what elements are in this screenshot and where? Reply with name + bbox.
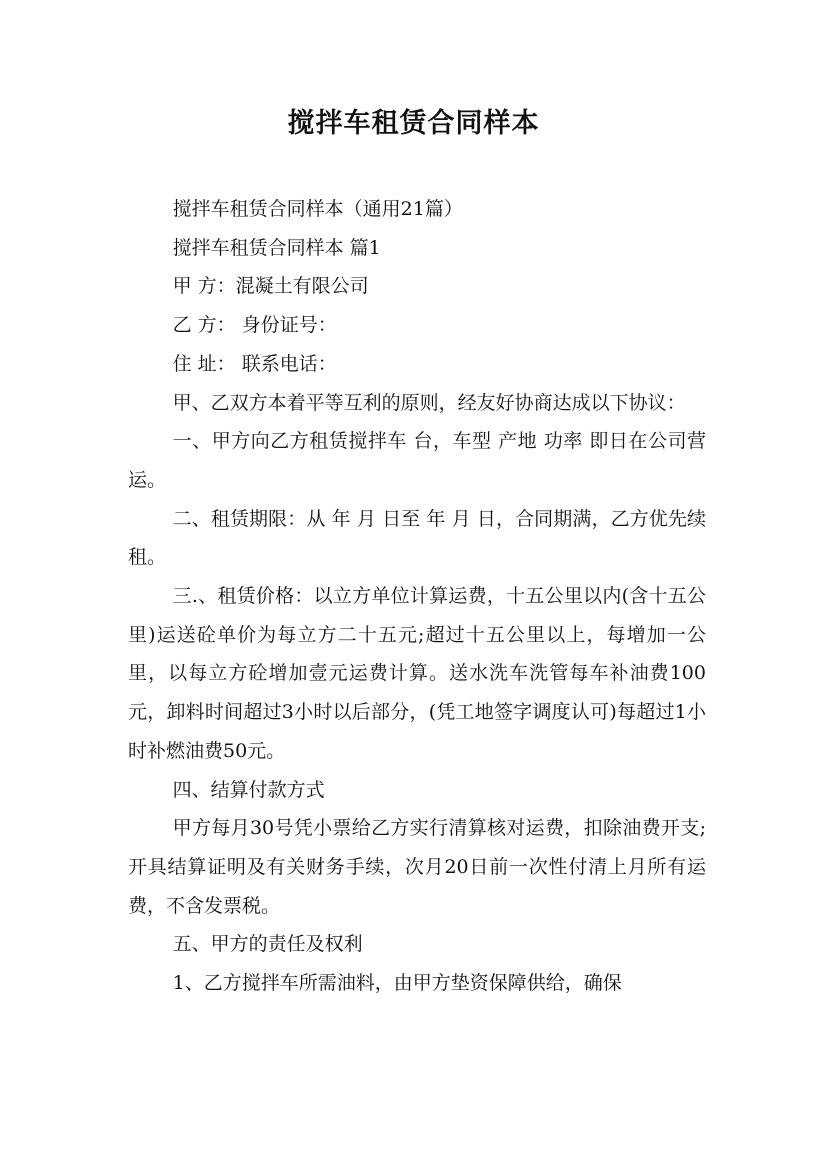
paragraph-clause-1: 一、甲方向乙方租赁搅拌车 台，车型 产地 功率 即日在公司营运。 bbox=[128, 430, 706, 491]
paragraph-subtitle: 搅拌车租赁合同样本（通用21篇） bbox=[172, 198, 463, 220]
paragraph-heading-5: 五、甲方的责任及权利 bbox=[172, 933, 363, 956]
paragraph-clause-3: 三.、租赁价格：以立方单位计算运费，十五公里以内(含十五公里)运送砼单价为每立方二十五元;超过十五公里以上，每增加一公里，以每立方砼增加壹元运费计算。送水洗车洗管每车补油费100元，卸料时间超过3小时以后部分，(凭工地签字调度认可)每超过1小时补燃油费50元。 bbox=[128, 585, 706, 762]
paragraph-heading-4: 四、结算付款方式 bbox=[172, 778, 325, 801]
paragraph-clause-5-1: 1、乙方搅拌车所需油料，由甲方垫资保障供给，确保 bbox=[172, 972, 622, 995]
document-body bbox=[128, 190, 706, 1003]
paragraph-preamble: 甲、乙双方本着平等互利的原则，经友好协商达成以下协议： bbox=[172, 391, 686, 414]
paragraph-party-a: 甲 方：混凝土有限公司 bbox=[172, 275, 369, 298]
paragraph-address: 住 址： 联系电话： bbox=[172, 352, 337, 375]
paragraph-clause-4: 甲方每月30号凭小票给乙方实行清算核对运费，扣除油费开支;开具结算证明及有关财务手续，次月20日前一次性付清上月所有运费，不含发票税。 bbox=[128, 817, 706, 917]
paragraph-section-heading: 搅拌车租赁合同样本 篇1 bbox=[172, 236, 381, 259]
paragraph-clause-2: 二、租赁期限：从 年 月 日至 年 月 日，合同期满，乙方优先续租。 bbox=[128, 507, 706, 569]
paragraph-party-b: 乙 方： 身份证号： bbox=[172, 314, 337, 337]
document-title: 搅拌车租赁合同样本 bbox=[287, 108, 540, 139]
